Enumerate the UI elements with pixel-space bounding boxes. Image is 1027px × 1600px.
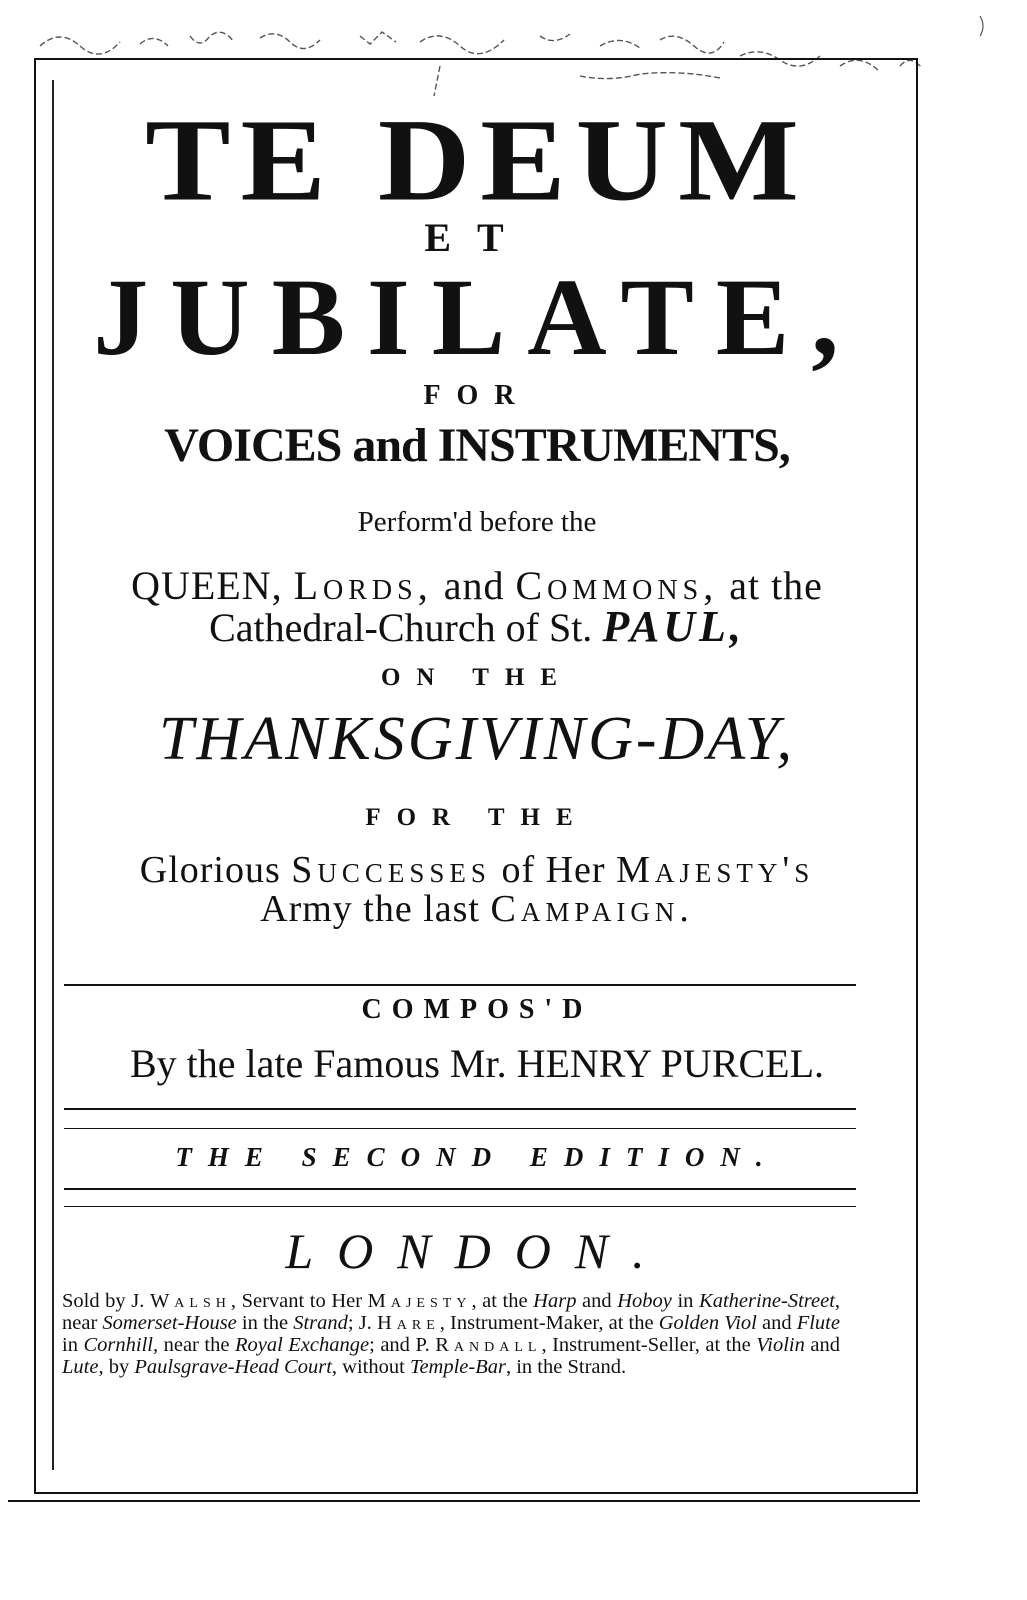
imprint-text: , near the [152, 1334, 235, 1356]
at-the-word: at the [729, 563, 823, 608]
imprint-text: in [62, 1334, 84, 1356]
imprint-walsh: Walsh [149, 1290, 231, 1312]
imprint-text: and [756, 1312, 797, 1334]
army-line [52, 887, 902, 931]
imprint-text: , by [98, 1356, 135, 1378]
glorious-word: Glorious [139, 849, 281, 891]
cathedral-line [52, 601, 902, 652]
for-line: FOR [423, 380, 531, 411]
lords-word: Lords, [293, 563, 433, 608]
imprint-cornhill: Cornhill [83, 1334, 153, 1356]
performed-line: Perform'd before the [357, 506, 597, 538]
divider-rule [64, 1108, 856, 1110]
successes-word: Successes [291, 849, 491, 891]
imprint-text: Sold by J. [62, 1290, 150, 1312]
imprint-text: , Instrument-Seller, at the [541, 1334, 757, 1356]
city-line: LONDON. [285, 1223, 669, 1279]
divider-rule [64, 1206, 856, 1207]
imprint-hare: Hare [376, 1312, 440, 1334]
majestys-word: Majesty's [616, 849, 815, 891]
imprint-text: , Servant to Her [230, 1290, 368, 1312]
divider-rule [64, 1128, 856, 1129]
of-her-word: of Her [501, 849, 606, 891]
imprint-strand: Strand [293, 1312, 348, 1334]
cathedral-text: Cathedral-Church of St. [209, 605, 593, 650]
queen-word: QUEEN, [131, 563, 283, 608]
imprint-harp: Harp [533, 1290, 577, 1312]
voices-line: VOICES and INSTRUMENTS, [164, 419, 790, 472]
for-the-line: FOR THE [365, 804, 589, 831]
imprint-violin: Violin [756, 1334, 805, 1356]
imprint-text: in [671, 1290, 700, 1312]
imprint-text: ; and P. [369, 1334, 436, 1356]
composer-line: By the late Famous Mr. HENRY PURCEL. [129, 1041, 825, 1086]
imprint-randall: Randall [435, 1334, 542, 1356]
imprint-text: in the [236, 1312, 294, 1334]
thanksgiving-line: THANKSGIVING-DAY, [158, 705, 796, 773]
edition-line: THE SECOND EDITION. [175, 1142, 779, 1172]
title-et: ET [424, 215, 530, 260]
imprint-text: and [804, 1334, 840, 1356]
title-jubilate: JUBILATE, [93, 256, 861, 378]
imprint-text: , in the Strand. [505, 1356, 627, 1378]
imprint-text: , at the [471, 1290, 534, 1312]
imprint-lute: Lute [62, 1356, 99, 1378]
army-text: Army the last [260, 888, 480, 930]
imprint-text: , without [331, 1356, 410, 1378]
and-word: and [443, 563, 505, 608]
imprint-majesty: Majesty [367, 1290, 472, 1312]
imprint-text: , near [62, 1290, 841, 1334]
imprint-katherine-street: Katherine-Street [699, 1290, 835, 1312]
campaign-word: Campaign. [490, 888, 694, 930]
successes-line [52, 848, 902, 892]
imprint-text: , Instrument-Maker, at the [439, 1312, 659, 1334]
paul-word: PAUL, [602, 602, 745, 651]
divider-rule [64, 984, 856, 986]
imprint-paulsgrave-head-court: Paulsgrave-Head Court [134, 1356, 332, 1378]
imprint-royal-exchange: Royal Exchange [234, 1334, 370, 1356]
imprint-somerset-house: Somerset-House [102, 1312, 237, 1334]
title-te-deum: TE DEUM [145, 94, 809, 226]
bottom-rule [8, 1500, 920, 1502]
imprint-paragraph [62, 1290, 840, 1378]
imprint-temple-bar: Temple-Bar [409, 1356, 506, 1378]
divider-rule [64, 1188, 856, 1190]
imprint-text: and [576, 1290, 618, 1312]
imprint-flute: Flute [796, 1312, 840, 1334]
on-the-line: ON THE [380, 664, 574, 691]
imprint-golden-viol: Golden Viol [658, 1312, 757, 1334]
commons-word: Commons, [515, 563, 719, 608]
imprint-text: ; J. [347, 1312, 377, 1334]
imprint-hoboy: Hoboy [617, 1290, 672, 1312]
composd-line: COMPOS'D [361, 994, 593, 1025]
